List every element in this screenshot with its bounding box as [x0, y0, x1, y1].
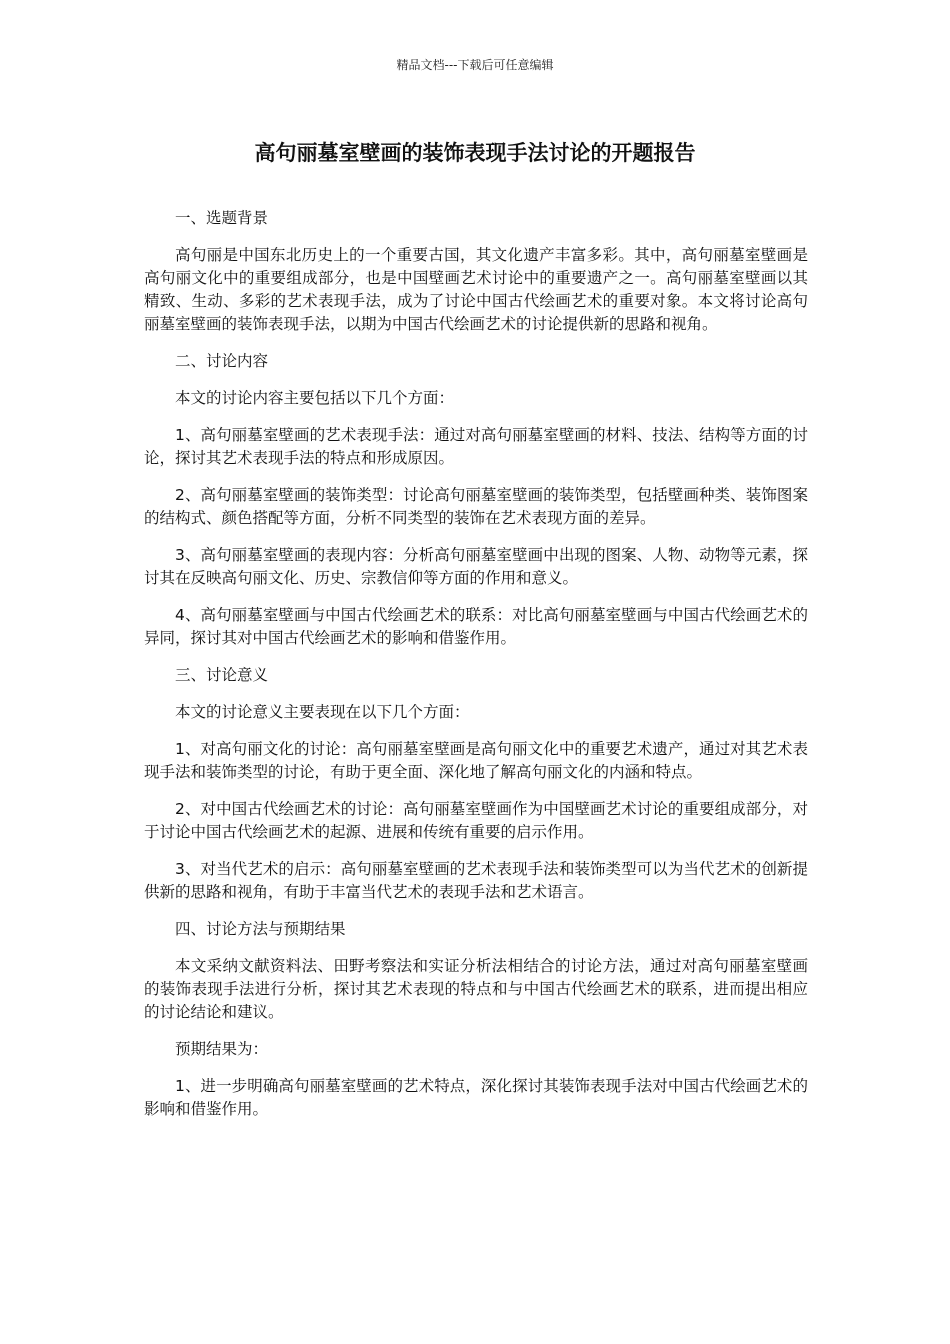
document-body: [144, 207, 808, 1135]
section-heading-significance: 三、讨论意义: [175, 666, 269, 684]
list-item: 3、对当代艺术的启示：高句丽墓室壁画的艺术表现手法和装饰类型可以为当代艺术的创新提供新的思路和视角，有助于丰富当代艺术的表现手法和艺术语言。: [144, 860, 808, 901]
section-heading-methods: 四、讨论方法与预期结果: [175, 920, 346, 938]
list-item: 2、高句丽墓室壁画的装饰类型：讨论高句丽墓室壁画的装饰类型，包括壁画种类、装饰图案的结构式、颜色搭配等方面，分析不同类型的装饰在艺术表现方面的差异。: [144, 486, 808, 527]
list-item: 2、对中国古代绘画艺术的讨论：高句丽墓室壁画作为中国壁画艺术讨论的重要组成部分，对于讨论中国古代绘画艺术的起源、进展和传统有重要的启示作用。: [144, 800, 808, 841]
page-header: 精品文档---下载后可任意编辑: [396, 58, 554, 72]
list-item: 1、进一步明确高句丽墓室壁画的艺术特点，深化探讨其装饰表现手法对中国古代绘画艺术的影响和借鉴作用。: [144, 1077, 808, 1118]
paragraph: 本文的讨论意义主要表现在以下几个方面：: [175, 703, 470, 721]
paragraph: 高句丽是中国东北历史上的一个重要古国，其文化遗产丰富多彩。其中，高句丽墓室壁画是高句丽文化中的重要组成部分，也是中国壁画艺术讨论中的重要遗产之一。高句丽墓室壁画以其精致、生动、多彩的艺术表现手法，成为了讨论中国古代绘画艺术的重要对象。本文将讨论高句丽墓室壁画的装饰表现手法，以期为中国古代绘画艺术的讨论提供新的思路和视角。: [144, 246, 808, 333]
list-item: 1、高句丽墓室壁画的艺术表现手法：通过对高句丽墓室壁画的材料、技法、结构等方面的讨论，探讨其艺术表现手法的特点和形成原因。: [144, 426, 808, 467]
section-heading-content: 二、讨论内容: [175, 352, 269, 370]
document-title: 高句丽墓室壁画的装饰表现手法讨论的开题报告: [254, 141, 696, 165]
section-heading-background: 一、选题背景: [175, 209, 269, 227]
paragraph: 本文采纳文献资料法、田野考察法和实证分析法相结合的讨论方法，通过对高句丽墓室壁画的装饰表现手法进行分析，探讨其艺术表现的特点和与中国古代绘画艺术的联系，进而提出相应的讨论结论和建议。: [144, 957, 808, 1021]
list-item: 4、高句丽墓室壁画与中国古代绘画艺术的联系：对比高句丽墓室壁画与中国古代绘画艺术的异同，探讨其对中国古代绘画艺术的影响和借鉴作用。: [144, 606, 808, 647]
paragraph: 预期结果为：: [175, 1040, 269, 1058]
list-item: 3、高句丽墓室壁画的表现内容：分析高句丽墓室壁画中出现的图案、人物、动物等元素，探讨其在反映高句丽文化、历史、宗教信仰等方面的作用和意义。: [144, 546, 808, 587]
list-item: 1、对高句丽文化的讨论：高句丽墓室壁画是高句丽文化中的重要艺术遗产，通过对其艺术表现手法和装饰类型的讨论，有助于更全面、深化地了解高句丽文化的内涵和特点。: [144, 740, 808, 781]
paragraph: 本文的讨论内容主要包括以下几个方面：: [175, 389, 455, 407]
